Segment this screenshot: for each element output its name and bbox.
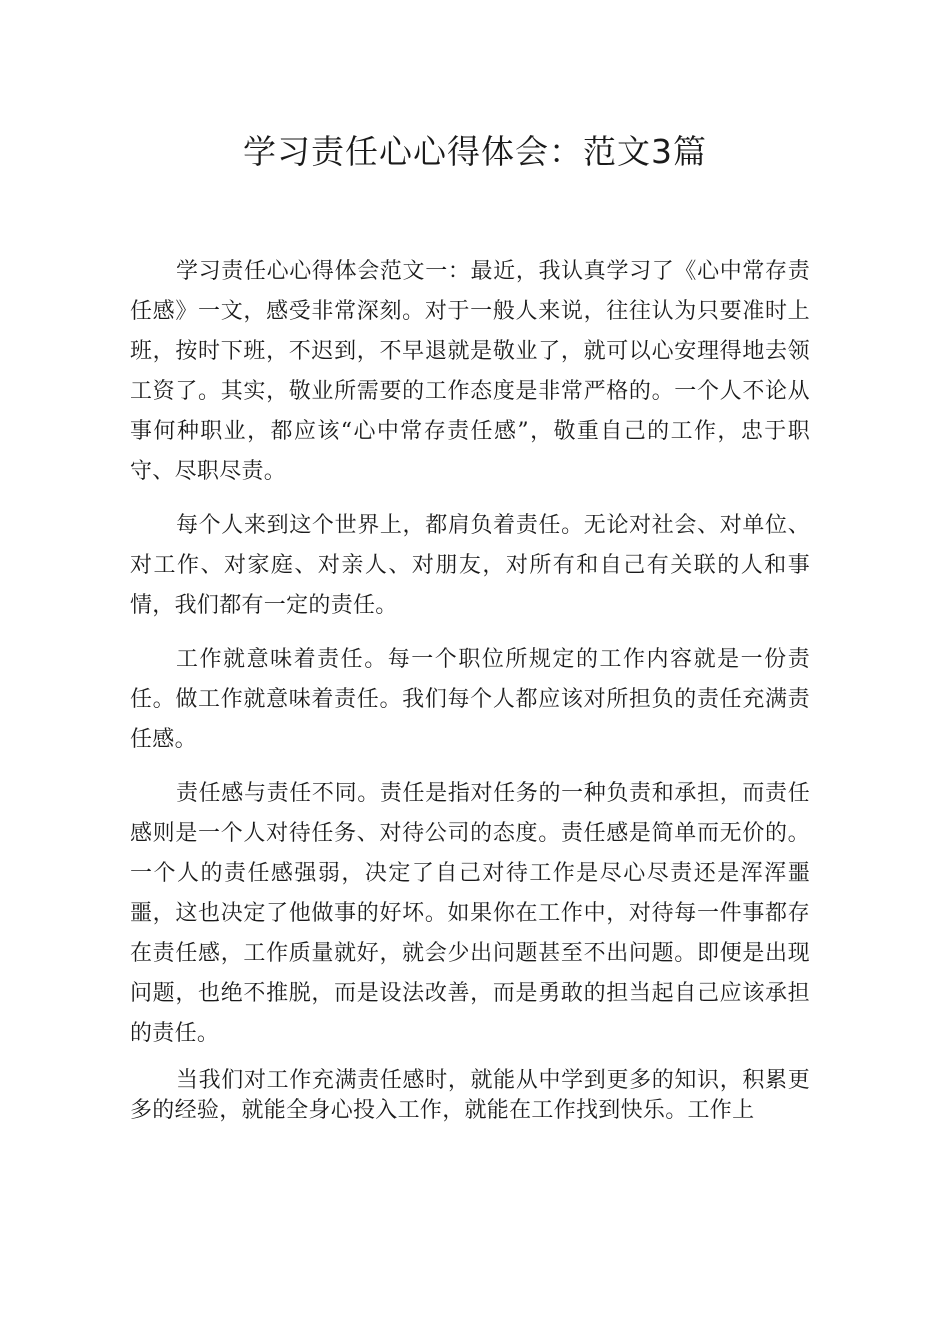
- page-title: 学习责任心心得体会：范文3篇: [243, 132, 707, 171]
- paragraph-2: 每个人来到这个世界上，都肩负着责任。无论对社会、对单位、对工作、对家庭、对亲人、对朋友，对所有和自己有关联的人和事情，我们都有一定的责任。: [130, 513, 810, 618]
- paragraph-4: 责任感与责任不同。责任是指对任务的一种负责和承担，而责任感则是一个人对待任务、对待公司的态度。责任感是简单而无价的。一个人的责任感强弱，决定了自己对待工作是尽心尽责还是浑浑噩噩，这也决定了他做事的好坏。如果你在工作中，对待每一件事都存在责任感，工作质量就好，就会少出问题甚至不出问题。即便是出现问题，也绝不推脱，而是设法改善，而是勇敢的担当起自己应该承担的责任。: [130, 781, 810, 1046]
- paragraph-3: 工作就意味着责任。每一个职位所规定的工作内容就是一份责任。做工作就意味着责任。我们每个人都应该对所担负的责任充满责任感。: [130, 647, 810, 752]
- document-body: [130, 252, 810, 1126]
- paragraph-1: 学习责任心心得体会范文一：最近，我认真学习了《心中常存责任感》一文，感受非常深刻。对于一般人来说，往往认为只要准时上班，按时下班，不迟到，不早退就是敬业了，就可以心安理得地去领工资了。其实，敬业所需要的工作态度是非常严格的。一个人不论从事何种职业，都应该“心中常存责任感”，敬重自己的工作，忠于职守、尽职尽责。: [130, 259, 810, 484]
- paragraph-5: 当我们对工作充满责任感时，就能从中学到更多的知识，积累更多的经验，就能全身心投入工作，就能在工作找到快乐。工作上: [130, 1068, 810, 1123]
